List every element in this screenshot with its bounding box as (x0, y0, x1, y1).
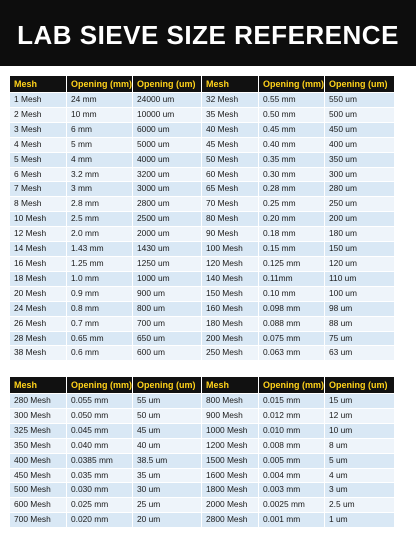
table-row (202, 138, 394, 152)
mesh-cell: 350 Mesh (10, 439, 66, 453)
opening-mm-cell: 3.2 mm (67, 168, 132, 182)
opening-um-cell: 800 um (133, 302, 202, 316)
table-row (10, 317, 202, 331)
opening-mm-cell: 0.6 mm (67, 346, 132, 360)
mesh-cell: 900 Mesh (202, 409, 258, 423)
opening-mm-cell: 0.015 mm (259, 394, 324, 408)
table-row (10, 138, 202, 152)
opening-um-cell: 2500 um (133, 212, 202, 226)
opening-um-cell: 2800 um (133, 197, 202, 211)
mesh-cell: 20 Mesh (10, 287, 66, 301)
opening-um-cell: 900 um (133, 287, 202, 301)
opening-mm-cell: 0.012 mm (259, 409, 324, 423)
table-row (202, 168, 394, 182)
opening-um-cell: 24000 um (133, 93, 202, 107)
opening-um-cell: 3000 um (133, 182, 202, 196)
opening-mm-cell: 0.18 mm (259, 227, 324, 241)
table-row (202, 513, 394, 527)
opening-um-cell: 1 um (325, 513, 394, 527)
table-row (202, 242, 394, 256)
opening-um-cell: 3 um (325, 483, 394, 497)
table-row (202, 287, 394, 301)
mesh-cell: 100 Mesh (202, 242, 258, 256)
sieve-table (9, 376, 203, 528)
opening-mm-cell: 2.0 mm (67, 227, 132, 241)
opening-mm-cell: 0.45 mm (259, 123, 324, 137)
opening-um-cell: 4 um (325, 469, 394, 483)
page-title: LAB SIEVE SIZE REFERENCE (17, 19, 399, 50)
table-row (202, 498, 394, 512)
mesh-cell: 600 Mesh (10, 498, 66, 512)
mesh-cell: 1000 Mesh (202, 424, 258, 438)
opening-um-cell: 35 um (133, 469, 202, 483)
opening-mm-cell: 0.0025 mm (259, 498, 324, 512)
opening-mm-cell: 0.11mm (259, 272, 324, 286)
opening-mm-cell: 0.9 mm (67, 287, 132, 301)
mesh-cell: 5 Mesh (10, 153, 66, 167)
mesh-cell: 26 Mesh (10, 317, 66, 331)
table-row (10, 257, 202, 271)
opening-um-cell: 10000 um (133, 108, 202, 122)
opening-um-cell: 63 um (325, 346, 394, 360)
table-row (10, 123, 202, 137)
mesh-cell: 1800 Mesh (202, 483, 258, 497)
header-opening-mm: Opening (mm) (259, 76, 324, 92)
table-row (202, 424, 394, 438)
mesh-cell: 250 Mesh (202, 346, 258, 360)
opening-um-cell: 400 um (325, 138, 394, 152)
opening-mm-cell: 0.045 mm (67, 424, 132, 438)
table-row (10, 287, 202, 301)
table-row (10, 302, 202, 316)
mesh-cell: 2800 Mesh (202, 513, 258, 527)
mesh-cell: 28 Mesh (10, 332, 66, 346)
opening-um-cell: 280 um (325, 182, 394, 196)
table-row (10, 197, 202, 211)
opening-mm-cell: 2.8 mm (67, 197, 132, 211)
table-row (10, 182, 202, 196)
opening-mm-cell: 3 mm (67, 182, 132, 196)
mesh-cell: 40 Mesh (202, 123, 258, 137)
opening-mm-cell: 24 mm (67, 93, 132, 107)
header-opening-um: Opening (um) (133, 76, 202, 92)
table-row (10, 498, 202, 512)
table-row (202, 394, 394, 408)
opening-mm-cell: 0.040 mm (67, 439, 132, 453)
opening-um-cell: 300 um (325, 168, 394, 182)
opening-mm-cell: 0.055 mm (67, 394, 132, 408)
mesh-cell: 80 Mesh (202, 212, 258, 226)
table-row (10, 346, 202, 360)
table-row (202, 272, 394, 286)
mesh-cell: 450 Mesh (10, 469, 66, 483)
opening-mm-cell: 0.65 mm (67, 332, 132, 346)
opening-mm-cell: 10 mm (67, 108, 132, 122)
opening-um-cell: 1250 um (133, 257, 202, 271)
mesh-cell: 7 Mesh (10, 182, 66, 196)
mesh-cell: 38 Mesh (10, 346, 66, 360)
table-row (10, 483, 202, 497)
opening-mm-cell: 0.075 mm (259, 332, 324, 346)
table-row (202, 197, 394, 211)
opening-mm-cell: 0.40 mm (259, 138, 324, 152)
mesh-cell: 16 Mesh (10, 257, 66, 271)
header-opening-mm: Opening (mm) (67, 76, 132, 92)
opening-um-cell: 5000 um (133, 138, 202, 152)
opening-mm-cell: 0.30 mm (259, 168, 324, 182)
mesh-cell: 180 Mesh (202, 317, 258, 331)
table-header-row (202, 377, 394, 393)
opening-um-cell: 40 um (133, 439, 202, 453)
opening-mm-cell: 5 mm (67, 138, 132, 152)
opening-um-cell: 350 um (325, 153, 394, 167)
opening-um-cell: 250 um (325, 197, 394, 211)
mesh-cell: 50 Mesh (202, 153, 258, 167)
header-opening-mm: Opening (mm) (67, 377, 132, 393)
mesh-cell: 200 Mesh (202, 332, 258, 346)
table-row (202, 227, 394, 241)
mesh-cell: 1600 Mesh (202, 469, 258, 483)
header-mesh: Mesh (202, 76, 258, 92)
opening-mm-cell: 0.098 mm (259, 302, 324, 316)
table-row (10, 454, 202, 468)
opening-mm-cell: 0.125 mm (259, 257, 324, 271)
opening-mm-cell: 0.10 mm (259, 287, 324, 301)
mesh-cell: 1200 Mesh (202, 439, 258, 453)
mesh-cell: 45 Mesh (202, 138, 258, 152)
opening-um-cell: 110 um (325, 272, 394, 286)
table-row (202, 332, 394, 346)
table-row (202, 257, 394, 271)
mesh-cell: 65 Mesh (202, 182, 258, 196)
opening-um-cell: 100 um (325, 287, 394, 301)
header-mesh: Mesh (202, 377, 258, 393)
opening-um-cell: 88 um (325, 317, 394, 331)
opening-um-cell: 8 um (325, 439, 394, 453)
mesh-cell: 90 Mesh (202, 227, 258, 241)
opening-mm-cell: 4 mm (67, 153, 132, 167)
opening-mm-cell: 0.20 mm (259, 212, 324, 226)
opening-um-cell: 30 um (133, 483, 202, 497)
opening-um-cell: 20 um (133, 513, 202, 527)
mesh-cell: 1500 Mesh (202, 454, 258, 468)
mesh-cell: 60 Mesh (202, 168, 258, 182)
opening-um-cell: 55 um (133, 394, 202, 408)
header-opening-um: Opening (um) (133, 377, 202, 393)
table-row (10, 469, 202, 483)
table-row (202, 302, 394, 316)
opening-mm-cell: 0.030 mm (67, 483, 132, 497)
opening-um-cell: 450 um (325, 123, 394, 137)
opening-um-cell: 650 um (133, 332, 202, 346)
opening-um-cell: 98 um (325, 302, 394, 316)
mesh-cell: 120 Mesh (202, 257, 258, 271)
sieve-table (201, 376, 395, 528)
mesh-cell: 10 Mesh (10, 212, 66, 226)
opening-mm-cell: 1.0 mm (67, 272, 132, 286)
table-header-row (202, 76, 394, 92)
mesh-cell: 500 Mesh (10, 483, 66, 497)
opening-um-cell: 200 um (325, 212, 394, 226)
table-row (202, 469, 394, 483)
table-row (202, 346, 394, 360)
table-row (202, 93, 394, 107)
opening-mm-cell: 0.050 mm (67, 409, 132, 423)
table-row (202, 454, 394, 468)
header-mesh: Mesh (10, 76, 66, 92)
table-row (10, 424, 202, 438)
table-row (10, 212, 202, 226)
mesh-cell: 150 Mesh (202, 287, 258, 301)
opening-um-cell: 500 um (325, 108, 394, 122)
opening-um-cell: 6000 um (133, 123, 202, 137)
table-row (10, 168, 202, 182)
mesh-cell: 24 Mesh (10, 302, 66, 316)
table-row (202, 182, 394, 196)
title-banner (0, 0, 416, 66)
opening-mm-cell: 0.7 mm (67, 317, 132, 331)
mesh-cell: 325 Mesh (10, 424, 66, 438)
mesh-cell: 160 Mesh (202, 302, 258, 316)
mesh-cell: 700 Mesh (10, 513, 66, 527)
table-row (10, 513, 202, 527)
table-row (202, 317, 394, 331)
mesh-cell: 140 Mesh (202, 272, 258, 286)
opening-um-cell: 45 um (133, 424, 202, 438)
opening-mm-cell: 0.035 mm (67, 469, 132, 483)
opening-um-cell: 25 um (133, 498, 202, 512)
mesh-cell: 2 Mesh (10, 108, 66, 122)
opening-um-cell: 4000 um (133, 153, 202, 167)
table-row (10, 242, 202, 256)
opening-mm-cell: 0.15 mm (259, 242, 324, 256)
mesh-cell: 35 Mesh (202, 108, 258, 122)
header-opening-mm: Opening (mm) (259, 377, 324, 393)
table-row (202, 212, 394, 226)
opening-mm-cell: 0.55 mm (259, 93, 324, 107)
opening-um-cell: 1430 um (133, 242, 202, 256)
mesh-cell: 400 Mesh (10, 454, 66, 468)
table-row (10, 394, 202, 408)
table-row (202, 409, 394, 423)
table-row (10, 93, 202, 107)
table-row (10, 108, 202, 122)
opening-mm-cell: 0.25 mm (259, 197, 324, 211)
mesh-cell: 2000 Mesh (202, 498, 258, 512)
table-row (10, 439, 202, 453)
header-mesh: Mesh (10, 377, 66, 393)
sieve-table (201, 75, 395, 361)
mesh-cell: 70 Mesh (202, 197, 258, 211)
opening-mm-cell: 0.001 mm (259, 513, 324, 527)
opening-mm-cell: 0.003 mm (259, 483, 324, 497)
opening-mm-cell: 0.020 mm (67, 513, 132, 527)
sieve-table (9, 75, 203, 361)
opening-mm-cell: 0.004 mm (259, 469, 324, 483)
opening-mm-cell: 0.50 mm (259, 108, 324, 122)
table-row (202, 123, 394, 137)
mesh-cell: 280 Mesh (10, 394, 66, 408)
opening-um-cell: 1000 um (133, 272, 202, 286)
mesh-cell: 12 Mesh (10, 227, 66, 241)
opening-um-cell: 38.5 um (133, 454, 202, 468)
table-row (202, 153, 394, 167)
table-row (10, 272, 202, 286)
mesh-cell: 300 Mesh (10, 409, 66, 423)
opening-um-cell: 2.5 um (325, 498, 394, 512)
header-opening-um: Opening (um) (325, 76, 394, 92)
mesh-cell: 8 Mesh (10, 197, 66, 211)
opening-um-cell: 5 um (325, 454, 394, 468)
opening-mm-cell: 1.25 mm (67, 257, 132, 271)
opening-um-cell: 700 um (133, 317, 202, 331)
opening-um-cell: 550 um (325, 93, 394, 107)
opening-um-cell: 150 um (325, 242, 394, 256)
opening-mm-cell: 0.8 mm (67, 302, 132, 316)
mesh-cell: 3 Mesh (10, 123, 66, 137)
opening-um-cell: 50 um (133, 409, 202, 423)
opening-mm-cell: 0.008 mm (259, 439, 324, 453)
opening-mm-cell: 0.28 mm (259, 182, 324, 196)
opening-mm-cell: 1.43 mm (67, 242, 132, 256)
opening-um-cell: 3200 um (133, 168, 202, 182)
opening-um-cell: 75 um (325, 332, 394, 346)
table-row (10, 153, 202, 167)
opening-um-cell: 2000 um (133, 227, 202, 241)
opening-mm-cell: 0.088 mm (259, 317, 324, 331)
table-header-row (10, 76, 202, 92)
mesh-cell: 32 Mesh (202, 93, 258, 107)
mesh-cell: 18 Mesh (10, 272, 66, 286)
mesh-cell: 800 Mesh (202, 394, 258, 408)
opening-mm-cell: 2.5 mm (67, 212, 132, 226)
opening-um-cell: 120 um (325, 257, 394, 271)
mesh-cell: 1 Mesh (10, 93, 66, 107)
opening-um-cell: 180 um (325, 227, 394, 241)
header-opening-um: Opening (um) (325, 377, 394, 393)
opening-mm-cell: 0.010 mm (259, 424, 324, 438)
opening-um-cell: 12 um (325, 409, 394, 423)
opening-mm-cell: 0.005 mm (259, 454, 324, 468)
opening-um-cell: 15 um (325, 394, 394, 408)
table-row (10, 227, 202, 241)
opening-mm-cell: 0.025 mm (67, 498, 132, 512)
table-row (10, 409, 202, 423)
table-row (10, 332, 202, 346)
table-row (202, 483, 394, 497)
opening-mm-cell: 0.35 mm (259, 153, 324, 167)
mesh-cell: 6 Mesh (10, 168, 66, 182)
opening-mm-cell: 0.0385 mm (67, 454, 132, 468)
opening-mm-cell: 0.063 mm (259, 346, 324, 360)
mesh-cell: 14 Mesh (10, 242, 66, 256)
opening-um-cell: 10 um (325, 424, 394, 438)
table-row (202, 108, 394, 122)
opening-mm-cell: 6 mm (67, 123, 132, 137)
mesh-cell: 4 Mesh (10, 138, 66, 152)
table-header-row (10, 377, 202, 393)
opening-um-cell: 600 um (133, 346, 202, 360)
table-row (202, 439, 394, 453)
